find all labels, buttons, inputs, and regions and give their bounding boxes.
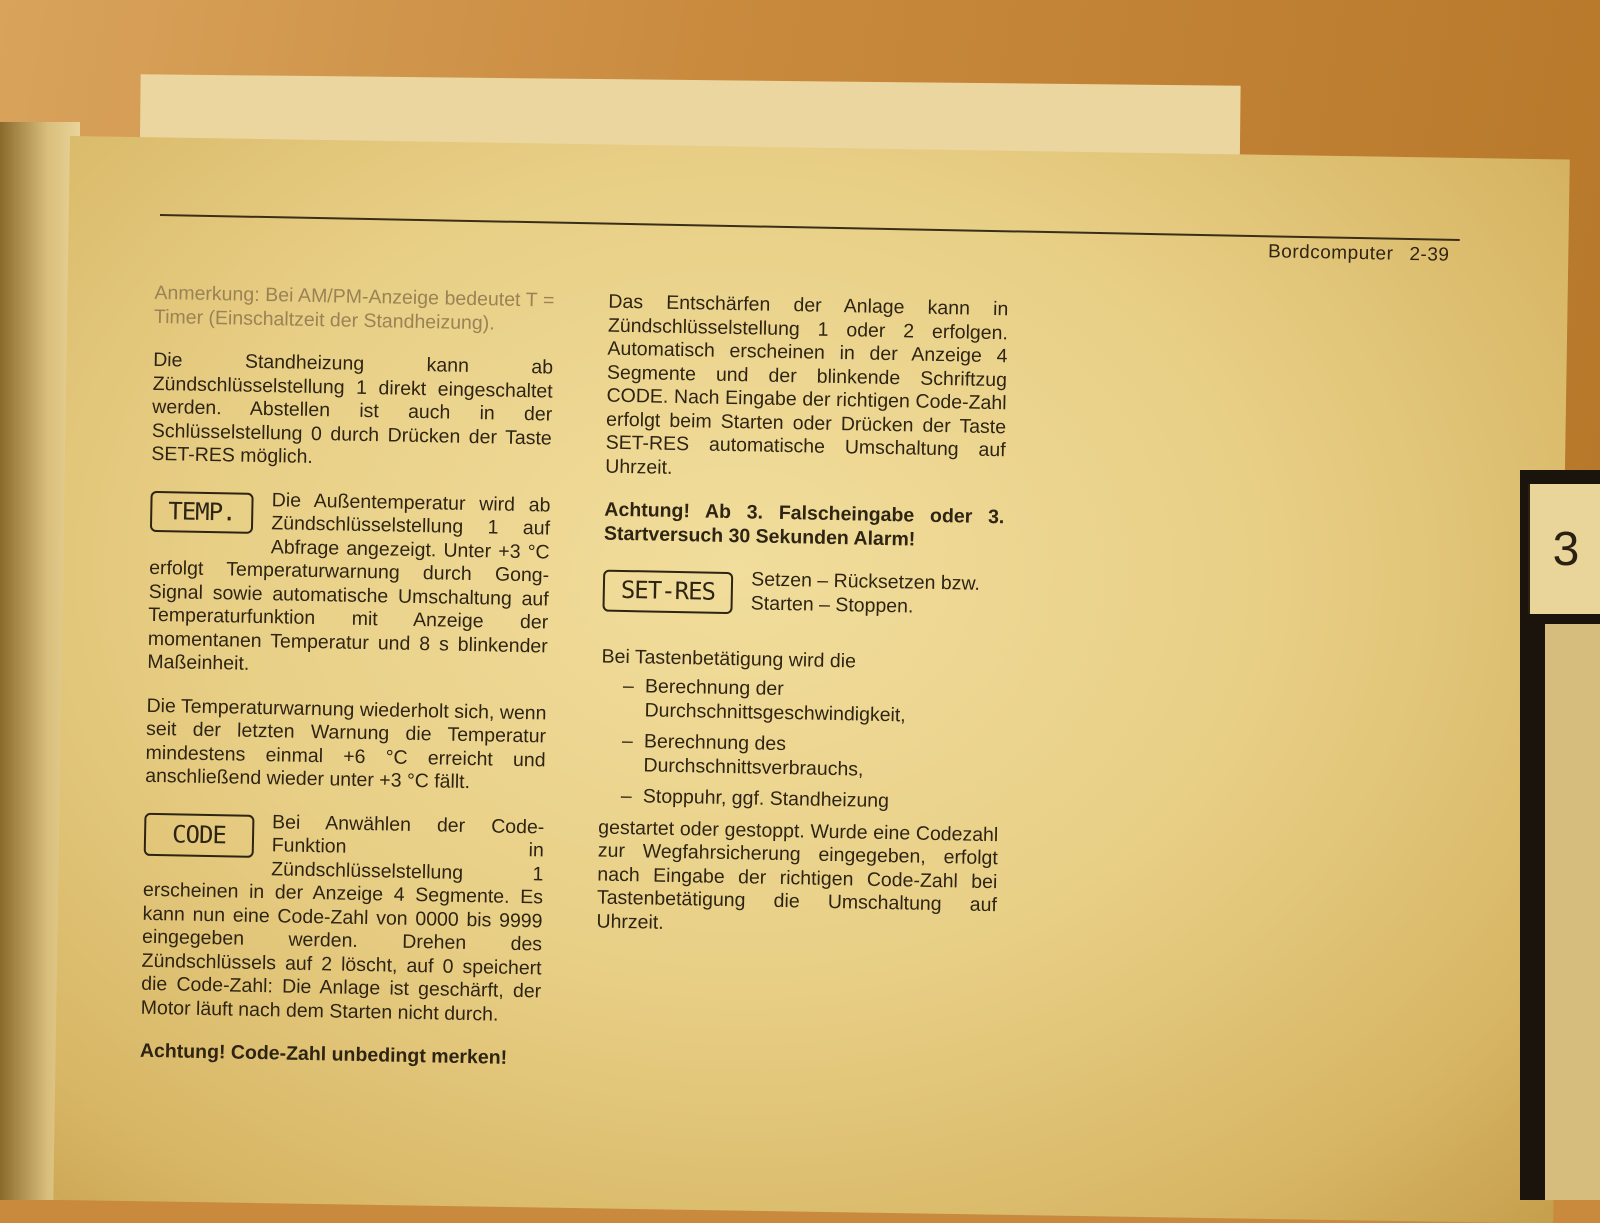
list-item bbox=[622, 675, 1001, 729]
code-warning: Achtung! Code-Zahl unbedingt merken! bbox=[139, 1039, 508, 1069]
temp-section bbox=[147, 486, 551, 682]
section-tab: 3 bbox=[1528, 484, 1600, 614]
standheizung-paragraph: Die Standheizung kann ab Zündschlüsselstellung 1 direkt eingeschaltet werden. Abstellen ist auch in der Schlüsselstellung 0 durch Drücken der Taste SET-RES möglich. bbox=[151, 348, 554, 468]
list-item bbox=[621, 785, 999, 816]
temp-paragraph: Die Außentemperatur wird ab Zündschlüsselstellung 1 auf Abfrage angezeigt. Unter +3 °C erfolgt Temperaturwarnung durch Gong-Signal sowie automatische Umschaltung auf Temperaturfunktion mit Anzeige der momentanen Temperatur und 8 s blinkender Maßeinheit. bbox=[147, 488, 551, 675]
disarm-paragraph: Das Entschärfen der Anlage kann in Zündschlüsselstellung 1 oder 2 erfolgen. Automatisch erscheinen in der Anzeige 4 Segmente und der blinkende Schriftzug CODE. Nach Eingabe der richtigen Code-Zahl erfolgt beim Starten oder Drücken der Taste SET-RES automatische Umschaltung auf Uhrzeit. bbox=[605, 290, 1009, 479]
temp-repeat-paragraph: Die Temperaturwarnung wiederholt sich, wenn seit der letzten Warnung die Temperatur mindestens einmal +6 °C erreicht und anschließend wieder unter +3 °C fällt. bbox=[145, 694, 547, 794]
list-item-text: Berechnung des Durchschnittsverbrauchs, bbox=[643, 730, 864, 781]
setres-section bbox=[602, 566, 1003, 623]
right-column bbox=[596, 291, 1009, 962]
tasten-intro: Bei Tastenbetätigung wird die bbox=[601, 645, 857, 672]
page-number: 2-39 bbox=[1409, 243, 1450, 266]
alarm-warning: Achtung! Ab 3. Falscheingabe oder 3. Startversuch 30 Sekunden Alarm! bbox=[603, 498, 1005, 551]
list-item-text: Berechnung der Durchschnittsgeschwindigkeit, bbox=[644, 675, 906, 726]
function-list bbox=[599, 675, 1001, 816]
page-content bbox=[139, 214, 1460, 1139]
list-dash: – bbox=[622, 674, 635, 698]
list-item bbox=[621, 730, 1000, 784]
code-paragraph: Bei Anwählen der Code-Funktion in Zündschlüsselstellung 1 erscheinen in der Anzeige 4 Segmente. Es kann nun eine Code-Zahl von 0000 bis 9999 eingegeben werden. Drehen des Zündschlüssels auf 2 löscht, auf 0 speichert die Code-Zahl: Die Anlage ist geschärft, der Motor läuft nach dem Starten nicht durch. bbox=[140, 810, 545, 1026]
setres-key: SET-RES bbox=[602, 570, 733, 614]
am-pm-note: Anmerkung: Bei AM/PM-Anzeige bedeutet T = Timer (Einschaltzeit der Standheizung). bbox=[153, 281, 555, 334]
code-section bbox=[141, 808, 545, 1027]
temp-key: TEMP. bbox=[150, 490, 254, 533]
next-page-edge bbox=[1545, 624, 1600, 1200]
list-item-text: Stoppuhr, ggf. Standheizung bbox=[642, 785, 890, 813]
section-title: Bordcomputer bbox=[1267, 241, 1394, 265]
page-header bbox=[1268, 241, 1450, 266]
left-column bbox=[139, 282, 554, 1091]
code-key: CODE bbox=[144, 812, 255, 858]
list-dash: – bbox=[621, 729, 634, 753]
setres-description: Setzen – Rücksetzen bzw. Starten – Stoppen. bbox=[750, 568, 981, 618]
tasten-outro: gestartet oder gestoppt. Wurde eine Codezahl zur Wegfahrsicherung eingegeben, erfolgt nach Eingabe der richtigen Code-Zahl bei Tastenbetätigung die Umschaltung auf Uhrzeit. bbox=[596, 816, 999, 934]
list-dash: – bbox=[620, 784, 632, 808]
